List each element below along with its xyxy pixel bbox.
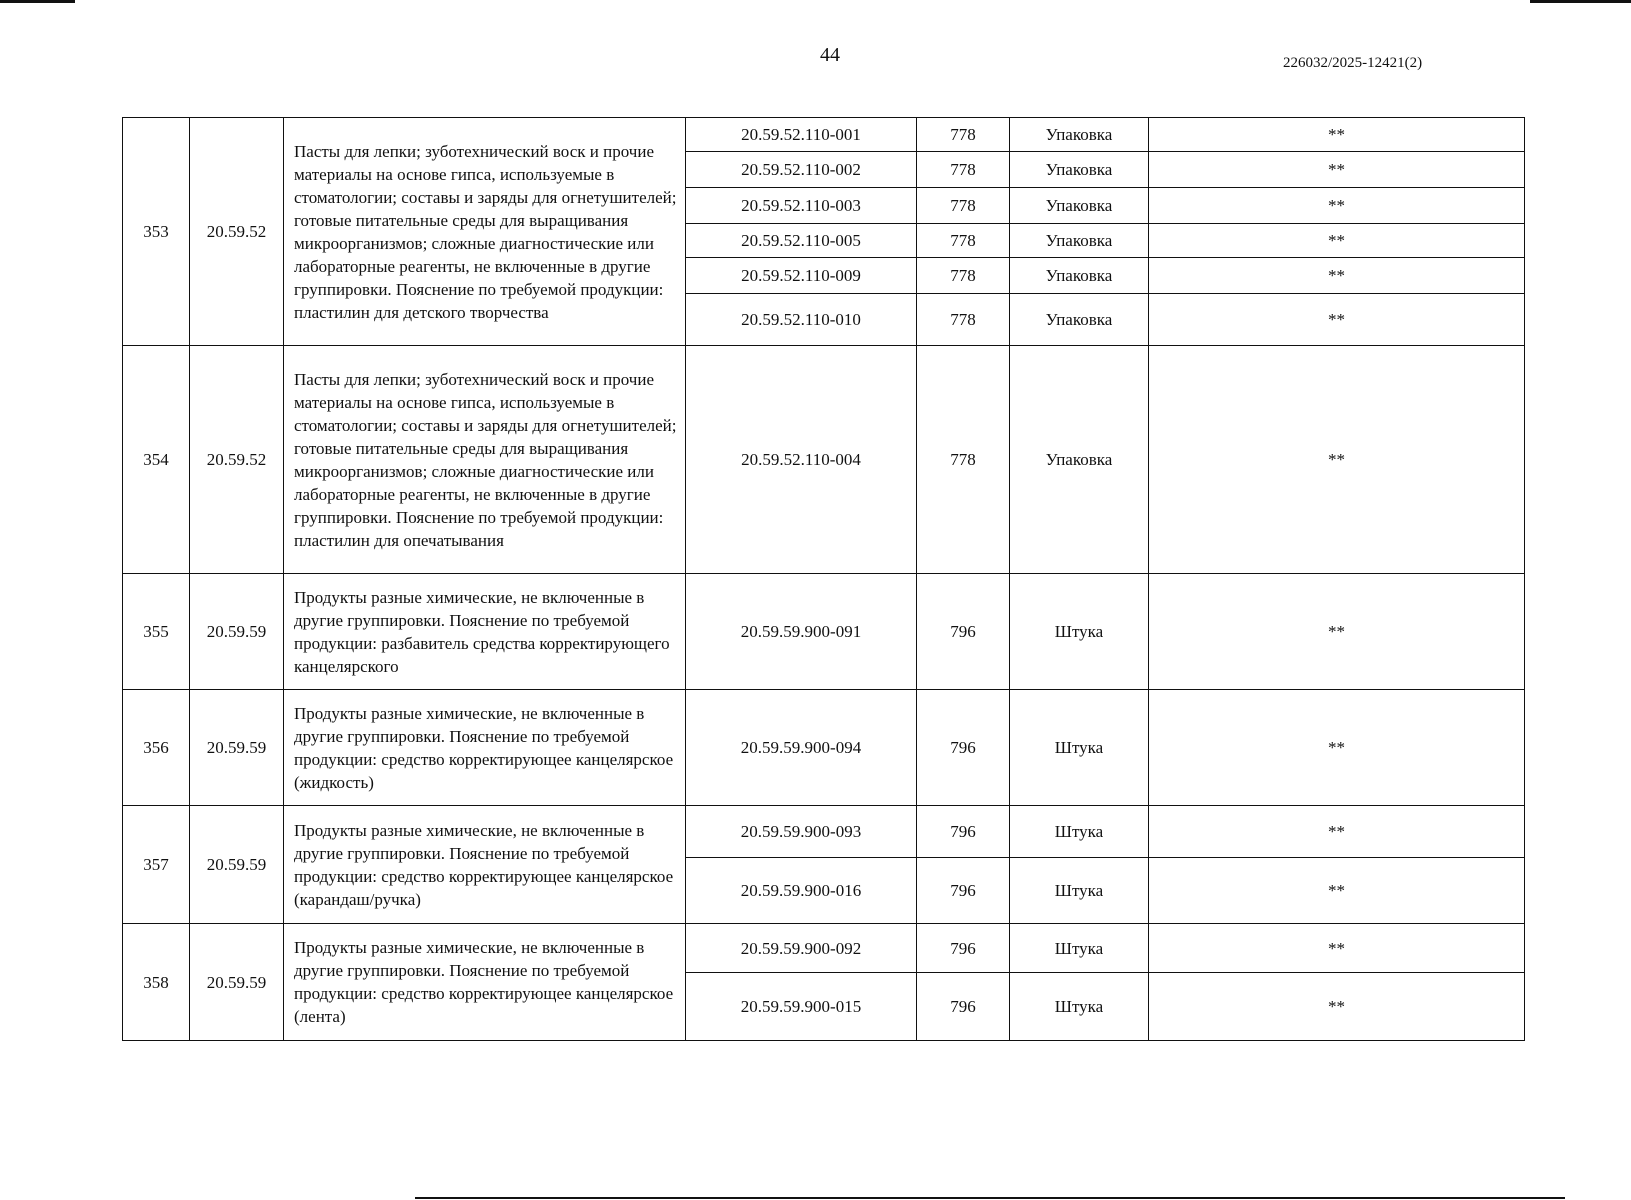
okei-code: 796 (917, 973, 1010, 1041)
okei-code: 796 (917, 924, 1010, 973)
price-value: ** (1149, 574, 1525, 690)
okpd-code: 20.59.59 (190, 690, 284, 806)
unit-name: Штука (1010, 924, 1149, 973)
ktru-code: 20.59.59.900-016 (686, 858, 917, 924)
ktru-code: 20.59.52.110-004 (686, 346, 917, 574)
price-value: ** (1149, 224, 1525, 258)
row-number: 358 (123, 924, 190, 1041)
okpd-code: 20.59.59 (190, 806, 284, 924)
unit-name: Штука (1010, 574, 1149, 690)
table-row (123, 346, 1525, 574)
row-number: 355 (123, 574, 190, 690)
ktru-code: 20.59.59.900-092 (686, 924, 917, 973)
ktru-code: 20.59.52.110-009 (686, 258, 917, 294)
price-value: ** (1149, 973, 1525, 1041)
okei-code: 778 (917, 346, 1010, 574)
row-number: 357 (123, 806, 190, 924)
price-value: ** (1149, 294, 1525, 346)
row-number: 354 (123, 346, 190, 574)
product-description: Продукты разные химические, не включенные в другие группировки. Пояснение по требуемой продукции: средство корректирующее канцелярское (карандаш/ручка) (284, 806, 686, 924)
okpd-code: 20.59.59 (190, 574, 284, 690)
price-value: ** (1149, 858, 1525, 924)
price-value: ** (1149, 118, 1525, 152)
okei-code: 796 (917, 690, 1010, 806)
ktru-code: 20.59.52.110-010 (686, 294, 917, 346)
okei-code: 796 (917, 806, 1010, 858)
table-row (123, 118, 1525, 152)
ktru-code: 20.59.52.110-001 (686, 118, 917, 152)
ktru-code: 20.59.59.900-093 (686, 806, 917, 858)
price-value: ** (1149, 806, 1525, 858)
okei-code: 778 (917, 258, 1010, 294)
table-body (123, 118, 1525, 1041)
unit-name: Упаковка (1010, 294, 1149, 346)
price-value: ** (1149, 152, 1525, 188)
product-description: Продукты разные химические, не включенные в другие группировки. Пояснение по требуемой продукции: разбавитель средства корректирующего канцелярского (284, 574, 686, 690)
okpd-code: 20.59.52 (190, 118, 284, 346)
price-value: ** (1149, 346, 1525, 574)
row-number: 353 (123, 118, 190, 346)
okei-code: 778 (917, 224, 1010, 258)
ktru-code: 20.59.59.900-015 (686, 973, 917, 1041)
product-description: Продукты разные химические, не включенные в другие группировки. Пояснение по требуемой продукции: средство корректирующее канцелярское (жидкость) (284, 690, 686, 806)
unit-name: Упаковка (1010, 118, 1149, 152)
unit-name: Упаковка (1010, 258, 1149, 294)
okei-code: 778 (917, 152, 1010, 188)
price-value: ** (1149, 690, 1525, 806)
table-row (123, 806, 1525, 858)
unit-name: Упаковка (1010, 224, 1149, 258)
product-description: Пасты для лепки; зуботехнический воск и прочие материалы на основе гипса, используемые в стоматологии; составы и заряды для огнетушителей; готовые питательные среды для выращивания микроорганизмов; сложные диагностические или лабораторные реагенты, не включенные в другие группировки. Пояснение по требуемой продукции: пластилин для опечатывания (284, 346, 686, 574)
price-value: ** (1149, 258, 1525, 294)
products-table (122, 117, 1525, 1041)
okei-code: 778 (917, 294, 1010, 346)
price-value: ** (1149, 924, 1525, 973)
page-number: 44 (820, 44, 840, 66)
unit-name: Упаковка (1010, 346, 1149, 574)
okei-code: 796 (917, 858, 1010, 924)
table-row (123, 924, 1525, 973)
okei-code: 796 (917, 574, 1010, 690)
unit-name: Штука (1010, 690, 1149, 806)
ktru-code: 20.59.59.900-091 (686, 574, 917, 690)
unit-name: Штука (1010, 973, 1149, 1041)
scan-edge-line (415, 1197, 1565, 1199)
scan-edge-line (1530, 0, 1631, 3)
ktru-code: 20.59.52.110-005 (686, 224, 917, 258)
scan-edge-line (0, 0, 75, 3)
okei-code: 778 (917, 118, 1010, 152)
product-description: Пасты для лепки; зуботехнический воск и прочие материалы на основе гипса, используемые в стоматологии; составы и заряды для огнетушителей; готовые питательные среды для выращивания микроорганизмов; сложные диагностические или лабораторные реагенты, не включенные в другие группировки. Пояснение по требуемой продукции: пластилин для детского творчества (284, 118, 686, 346)
product-description: Продукты разные химические, не включенные в другие группировки. Пояснение по требуемой продукции: средство корректирующее канцелярское (лента) (284, 924, 686, 1041)
unit-name: Упаковка (1010, 152, 1149, 188)
row-number: 356 (123, 690, 190, 806)
table-row (123, 690, 1525, 806)
price-value: ** (1149, 188, 1525, 224)
okpd-code: 20.59.52 (190, 346, 284, 574)
ktru-code: 20.59.59.900-094 (686, 690, 917, 806)
ktru-code: 20.59.52.110-002 (686, 152, 917, 188)
ktru-code: 20.59.52.110-003 (686, 188, 917, 224)
document-reference: 226032/2025-12421(2) (1283, 55, 1423, 71)
unit-name: Штука (1010, 858, 1149, 924)
unit-name: Упаковка (1010, 188, 1149, 224)
okei-code: 778 (917, 188, 1010, 224)
okpd-code: 20.59.59 (190, 924, 284, 1041)
table-row (123, 574, 1525, 690)
unit-name: Штука (1010, 806, 1149, 858)
